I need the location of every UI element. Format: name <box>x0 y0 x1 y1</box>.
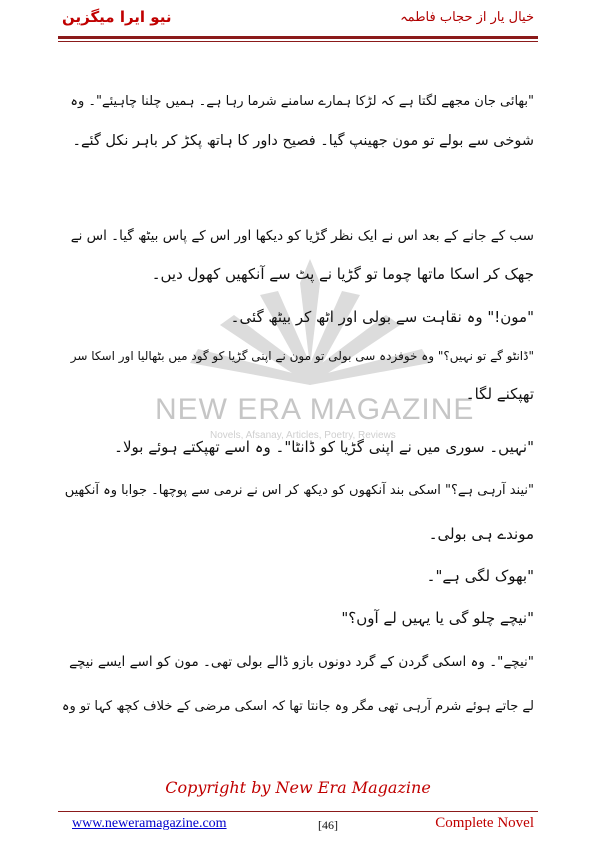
page-number: [46] <box>318 818 338 832</box>
body-line: "نیچے چلو گی یا یہیں لے آوں؟" <box>341 609 534 627</box>
footer-rule <box>58 811 538 812</box>
body-line: "نہیں۔ سوری میں نے اپنی گڑیا کو ڈانٹا"۔ وہ اسے تھپکتے ہوئے بولا۔ <box>114 438 534 456</box>
complete-novel-label: Complete Novel <box>435 815 534 831</box>
body-line: "نیچے"۔ وہ اسکی گردن کے گرد دونوں بازو ڈالے بولی تھی۔ مون کو اسے ایسے نیچے <box>69 654 534 670</box>
header-rule-thin <box>58 41 538 42</box>
body-line: موندے ہی بولی۔ <box>428 525 534 543</box>
watermark-text: NEW ERA MAGAZINE <box>155 393 475 426</box>
body-line: سب کے جانے کے بعد اس نے ایک نظر گڑیا کو دیکھا اور اس کے پاس بیٹھ گیا۔ اس نے <box>70 228 534 244</box>
body-line: "مون!" وہ نقاہت سے بولی اور اٹھ کر بیٹھ گئی۔ <box>230 308 534 326</box>
watermark-subtext: Novels, Afsanay, Articles, Poetry, Reviews <box>210 430 396 441</box>
body-line: "بھائی جان مجھے لگتا ہے کہ لڑکا ہمارے سامنے شرما رہا ہے۔ ہمیں چلنا چاہیئے"۔ وہ <box>70 94 534 109</box>
magazine-name: نیو ایرا میگزین <box>62 8 172 26</box>
copyright-notice: Copyright by New Era Magazine <box>165 778 431 797</box>
body-line: لے جاتے ہوئے شرم آرہی تھی مگر وہ جانتا تھا کہ اسکی مرضی کے خلاف کچھ کہا تو وہ <box>61 699 534 714</box>
body-line: جھک کر اسکا ماتھا چوما تو گڑیا نے پٹ سے آنکھیں کھول دیں۔ <box>151 265 534 283</box>
body-line: تھپکنے لگا۔ <box>465 385 534 403</box>
body-line: شوخی سے بولے تو مون جھینپ گیا۔ فصیح داور کا ہاتھ پکڑ کر باہر نکل گئے۔ <box>72 133 534 149</box>
website-link[interactable]: www.neweramagazine.com <box>72 816 227 831</box>
body-line: "ڈانٹو گے تو نہیں؟" وہ خوفزدہ سی بولی تو مون نے اپنی گڑیا کو گود میں بٹھالیا اور اسکا سر <box>70 349 534 363</box>
body-line: "بھوک لگی ہے"۔ <box>426 567 534 585</box>
header-rule <box>58 36 538 39</box>
body-line: "نیند آرہی ہے؟" اسکی بند آنکھوں کو دیکھ کر اس نے نرمی سے پوچھا۔ جوابا وہ آنکھیں <box>64 483 534 498</box>
novel-title: خیال یار از حجاب فاطمہ <box>400 10 534 25</box>
